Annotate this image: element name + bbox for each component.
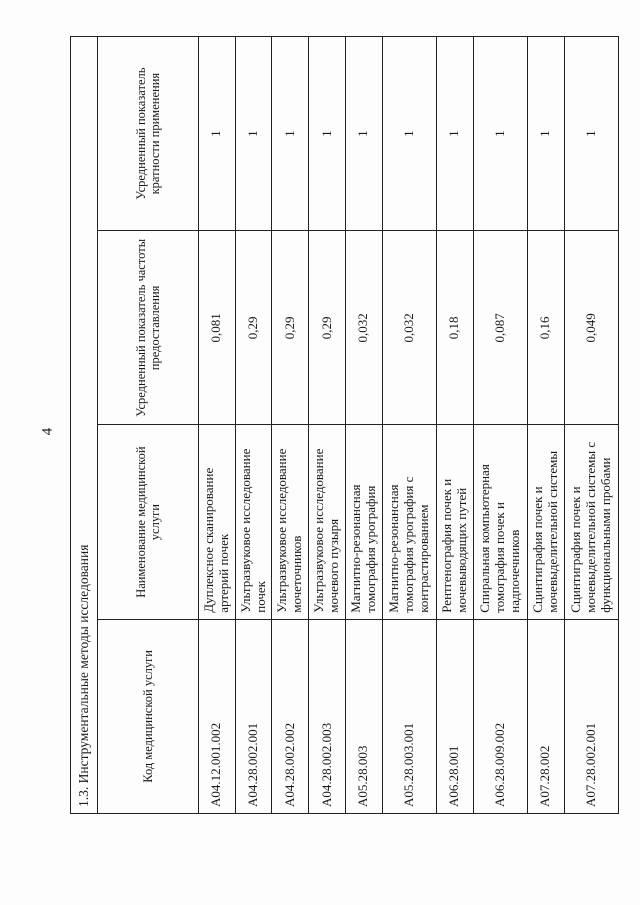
- cell-name: Дуплексное сканирование артерий почек: [198, 425, 235, 619]
- cell-name: Сцинтиграфия почек и мочевыделительной системы: [527, 425, 564, 619]
- cell-frequency: 0,032: [382, 231, 436, 425]
- cell-frequency: 0,29: [272, 231, 309, 425]
- table-row: [527, 37, 564, 814]
- cell-name: Ультразвуковое исследование мочевого пузыря: [309, 425, 346, 619]
- cell-multiplicity: 1: [309, 37, 346, 231]
- cell-frequency: 0,29: [235, 231, 272, 425]
- cell-frequency: 0,16: [527, 231, 564, 425]
- page-number: 4: [39, 427, 56, 436]
- cell-multiplicity: 1: [272, 37, 309, 231]
- cell-multiplicity: 1: [345, 37, 382, 231]
- cell-frequency: 0,081: [198, 231, 235, 425]
- table-row: [198, 37, 235, 814]
- cell-name: Магнитно-резонансная томография урография с контрастированием: [382, 425, 436, 619]
- cell-name: Спиральная компьютерная томография почек и надпочечников: [473, 425, 527, 619]
- header-name: Наименование медицинской услуги: [98, 425, 199, 619]
- cell-name: Сцинтиграфия почек и мочевыделительной системы с функциональными пробами: [564, 425, 618, 619]
- cell-code: A05.28.003: [345, 619, 382, 813]
- cell-name: Ультразвуковое исследование почек: [235, 425, 272, 619]
- table-row: [473, 37, 527, 814]
- cell-multiplicity: 1: [564, 37, 618, 231]
- cell-name: Ультразвуковое исследование мочеточников: [272, 425, 309, 619]
- table-row: [382, 37, 436, 814]
- cell-code: A05.28.003.001: [382, 619, 436, 813]
- cell-code: A06.28.001: [436, 619, 473, 813]
- cell-multiplicity: 1: [473, 37, 527, 231]
- section-title-row: [71, 37, 98, 814]
- table-row: [235, 37, 272, 814]
- table-row: [345, 37, 382, 814]
- cell-code: A06.28.009.002: [473, 619, 527, 813]
- table-container: [70, 36, 619, 814]
- services-table: [70, 36, 619, 814]
- cell-multiplicity: 1: [527, 37, 564, 231]
- cell-name: Магнитно-резонансная томография урография: [345, 425, 382, 619]
- header-code: Код медицинской услуги: [98, 619, 199, 813]
- cell-multiplicity: 1: [382, 37, 436, 231]
- cell-frequency: 0,18: [436, 231, 473, 425]
- cell-code: A04.28.002.003: [309, 619, 346, 813]
- cell-frequency: 0,032: [345, 231, 382, 425]
- cell-code: A07.28.002.001: [564, 619, 618, 813]
- cell-code: A07.28.002: [527, 619, 564, 813]
- table-row: [564, 37, 618, 814]
- cell-multiplicity: 1: [198, 37, 235, 231]
- table-row: [272, 37, 309, 814]
- table-row: [436, 37, 473, 814]
- cell-frequency: 0,049: [564, 231, 618, 425]
- header-frequency: Усредненный показатель частоты предоставления: [98, 231, 199, 425]
- cell-code: A04.28.002.002: [272, 619, 309, 813]
- cell-code: A04.12.001.002: [198, 619, 235, 813]
- cell-frequency: 0,29: [309, 231, 346, 425]
- header-multiplicity: Усредненный показатель кратности применения: [98, 37, 199, 231]
- table-header-row: [98, 37, 199, 814]
- section-title: 1.3. Инструментальные методы исследования: [71, 37, 98, 814]
- cell-multiplicity: 1: [235, 37, 272, 231]
- cell-name: Рентгенография почек и мочевыводящих путей: [436, 425, 473, 619]
- cell-multiplicity: 1: [436, 37, 473, 231]
- cell-code: A04.28.002.001: [235, 619, 272, 813]
- cell-frequency: 0,087: [473, 231, 527, 425]
- table-row: [309, 37, 346, 814]
